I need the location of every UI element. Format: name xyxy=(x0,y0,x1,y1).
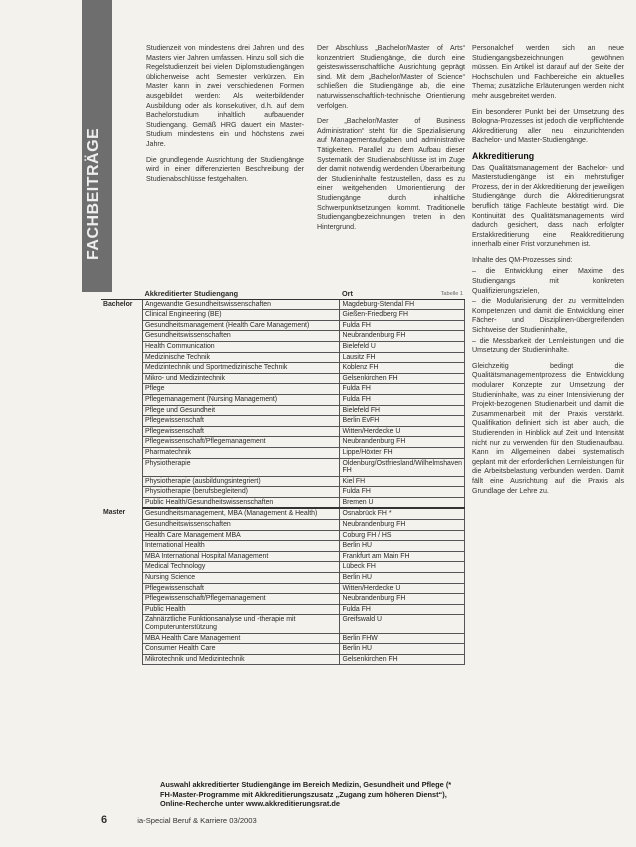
degree-category xyxy=(101,363,142,374)
list-item: – die Messbarkeit der Lernleistungen und die Umsetzung der Studieninhalte. xyxy=(472,336,624,355)
paragraph: Die grundlegende Ausrichtung der Studiengänge wird in einer differenzierten Beschreibung der Studienabschlüsse festgehalten. xyxy=(146,155,304,183)
program-name: Physiotherapie (berufsbegleitend) xyxy=(142,487,340,498)
program-location: Witten/Herdecke U xyxy=(340,583,465,594)
program-location: Fulda FH xyxy=(340,384,465,395)
program-name: Gesundheitsmanagement, MBA (Management & Health) xyxy=(142,508,340,519)
table-row xyxy=(101,352,465,363)
program-name: Zahnärztliche Funktionsanalyse und -therapie mit Computerunterstützung xyxy=(142,615,340,633)
degree-category xyxy=(101,416,142,427)
program-location: Berlin HU xyxy=(340,644,465,655)
degree-category: Master xyxy=(103,509,126,517)
degree-category xyxy=(101,520,142,531)
program-name: Medizintechnik und Sportmedizinische Technik xyxy=(142,363,340,374)
program-location: Neubrandenburg FH xyxy=(340,331,465,342)
degree-category xyxy=(101,373,142,384)
table-tag: Tabelle 1 xyxy=(440,291,463,297)
paragraph: Der „Bachelor/Master of Business Administration“ steht für die Spezialisierung auf Managementaufgaben und administrative Tätigkeiten. Parallel zu dem Aufbau dieser Systematik der Studienabschlüsse ist im Zuge der damit notwendig werdenden Überarbeitung der Studieninhalte festzustellen, dass es zu einer weitgehenden Umorientierung der Studiengänge durch inhaltliche Schwerpunktsetzungen kommt. Traditionelle Studiengangbezeichnungen treten in den Hintergrund. xyxy=(317,117,465,231)
degree-category xyxy=(101,341,142,352)
program-name: Consumer Health Care xyxy=(142,644,340,655)
degree-category xyxy=(101,476,142,487)
paragraph: Gleichzeitig bedingt die Qualitätsmanagementprozess die Entwicklung modularer Konzepte zur Umsetzung der Studieninhalte, was zu einer Intensivierung der Projekt-bezogenen Studienarbeit und damit die Zusammenarbeit mit der Praxis verstärkt. Qualifikation definiert sich ist aber auch, die Studierenden in Hinblick auf Zeit und Intensität nicht nur zu verwenden für den Studienaufbau. Kann im Allgemeinen dabei systematisch geplant mit der erforderlichen Lernleistungen für die Arbeitsbelastung verbunden werden. Damit fällt eine Ausrichtung auf die Praxis als Grundlage der Lehre zu. xyxy=(472,361,624,495)
program-location: Bielefeld FH xyxy=(340,405,465,416)
program-location: Greifswald U xyxy=(340,615,465,633)
paragraph: Personalchef werden sich an neue Studiengangsbezeichnungen gewöhnen müssen. Ein Artikel ist darauf auf der Seite der Hochschulen und Fachbereiche ein aktuelles Thema; zusätzliche Erläuterungen werden nicht mehr ausgebreitet werden. xyxy=(472,44,624,100)
table-row xyxy=(101,594,465,605)
program-name: Pflege xyxy=(142,384,340,395)
table-row xyxy=(101,384,465,395)
paragraph: Das Qualitätsmanagement der Bachelor- und Masterstudiengänge ist ein mehrstufiger Prozess, der in der Akkreditierung der jeweiligen Studiengänge durch die Akkreditierungsrat beruflich tätige Fachleute bestätigt wird. Die Kontinuität des Qualitätsmanagements wird dadurch gesichert, dass nach erfolgter Erstakkreditierung eine Reakkreditierung innerhalb einer Frist vorzunehmen ist. xyxy=(472,163,624,249)
degree-category xyxy=(101,583,142,594)
program-location: Berlin FHW xyxy=(340,633,465,644)
degree-category xyxy=(101,497,142,508)
table-row xyxy=(101,437,465,448)
table-row xyxy=(101,487,465,498)
table-row xyxy=(101,508,465,519)
program-location: Lippe/Höxter FH xyxy=(340,447,465,458)
program-name: Mikrotechnik und Medizintechnik xyxy=(142,654,340,665)
program-name: Gesundheitswissenschaften xyxy=(142,331,340,342)
program-location: Fulda FH xyxy=(340,604,465,615)
program-name: MBA Health Care Management xyxy=(142,633,340,644)
table-row xyxy=(101,520,465,531)
journal-title: ia-Special Beruf & Karriere 03/2003 xyxy=(137,816,257,825)
program-location: Neubrandenburg FH xyxy=(340,520,465,531)
program-name: Physiotherapie xyxy=(142,458,340,476)
table-row xyxy=(101,363,465,374)
degree-category xyxy=(101,654,142,665)
program-location: Fulda FH xyxy=(340,394,465,405)
degree-category xyxy=(101,541,142,552)
program-location: Gelsenkirchen FH xyxy=(340,654,465,665)
table-row xyxy=(101,654,465,665)
program-name: Pflegewissenschaft xyxy=(142,426,340,437)
table-row xyxy=(101,426,465,437)
program-location: Gelsenkirchen FH xyxy=(340,373,465,384)
table-row xyxy=(101,405,465,416)
degree-category xyxy=(101,562,142,573)
page-number: 6 xyxy=(101,814,108,826)
degree-category xyxy=(101,594,142,605)
degree-category xyxy=(101,530,142,541)
degree-category xyxy=(101,405,142,416)
table-row xyxy=(101,320,465,331)
program-name: Gesundheitswissenschaften xyxy=(142,520,340,531)
degree-category xyxy=(101,644,142,655)
program-location: Neubrandenburg FH xyxy=(340,594,465,605)
column-header-location: Ort xyxy=(340,289,465,299)
program-location: Coburg FH / HS xyxy=(340,530,465,541)
program-location: Lübeck FH xyxy=(340,562,465,573)
list-item: – die Entwicklung einer Maxime des Studiengangs mit konkreten Qualifizierungszielen, xyxy=(472,267,624,295)
program-name: Pflegewissenschaft xyxy=(142,416,340,427)
degree-category xyxy=(101,310,142,321)
program-location: Bielefeld U xyxy=(340,341,465,352)
degree-category xyxy=(101,447,142,458)
program-location: Oldenburg/Ostfriesland/Wilhelmshaven FH xyxy=(340,458,465,476)
text-column-1 xyxy=(146,44,304,190)
program-name: Pharmatechnik xyxy=(142,447,340,458)
table-row xyxy=(101,583,465,594)
table-row xyxy=(101,458,465,476)
program-name: Health Communication xyxy=(142,341,340,352)
program-name: Gesundheitsmanagement (Health Care Management) xyxy=(142,320,340,331)
list-item: – die Modularisierung der zu vermittelnden Kompetenzen und damit die Entwicklung einer Fächer- und Disziplinen-übergreifenden Sichtweise der Studieninhalte, xyxy=(472,297,624,335)
program-name: Health Care Management MBA xyxy=(142,530,340,541)
table-row xyxy=(101,541,465,552)
section-label: FACHBEITRÄGE xyxy=(85,127,102,260)
table-row xyxy=(101,299,465,310)
degree-category xyxy=(101,604,142,615)
program-name: Pflege und Gesundheit xyxy=(142,405,340,416)
degree-category xyxy=(101,426,142,437)
program-location: Neubrandenburg FH xyxy=(340,437,465,448)
program-name: Clinical Engineering (BE) xyxy=(142,310,340,321)
table-row xyxy=(101,562,465,573)
table-row xyxy=(101,416,465,427)
program-location: Gießen-Friedberg FH xyxy=(340,310,465,321)
table-row xyxy=(101,476,465,487)
program-location: Berlin HU xyxy=(340,573,465,584)
program-location: Fulda FH xyxy=(340,320,465,331)
degree-category xyxy=(101,331,142,342)
program-name: International Health xyxy=(142,541,340,552)
program-name: MBA International Hospital Management xyxy=(142,551,340,562)
table-row xyxy=(101,447,465,458)
degree-category xyxy=(101,458,142,476)
paragraph: Ein besonderer Punkt bei der Umsetzung des Bologna-Prozesses ist jedoch die verpflichtende Akkreditierung aller neu einzurichtenden Bachelor- und Master-Studiengänge. xyxy=(472,107,624,145)
table-row xyxy=(101,310,465,321)
program-location: Lausitz FH xyxy=(340,352,465,363)
table-row xyxy=(101,394,465,405)
table-row xyxy=(101,530,465,541)
section-heading: Akkreditierung xyxy=(472,150,535,161)
degree-category xyxy=(101,394,142,405)
programs-table xyxy=(101,289,465,665)
degree-category: Bachelor xyxy=(103,300,133,308)
program-name: Angewandte Gesundheitswissenschaften xyxy=(142,299,340,310)
table-row xyxy=(101,373,465,384)
degree-category xyxy=(101,551,142,562)
degree-category xyxy=(101,320,142,331)
program-location: Frankfurt am Main FH xyxy=(340,551,465,562)
program-name: Medizinische Technik xyxy=(142,352,340,363)
text-column-2 xyxy=(317,44,465,238)
program-location: Magdeburg-Stendal FH xyxy=(340,299,465,310)
program-location: Witten/Herdecke U xyxy=(340,426,465,437)
table-row xyxy=(101,497,465,508)
degree-category xyxy=(101,437,142,448)
paragraph: Der Abschluss „Bachelor/Master of Arts“ konzentriert Studiengänge, die durch eine geisteswissenschaftliche Ausrichtung geprägt sind. Mit dem „Bachelor/Master of Science“ schließen die Studiengänge ab, die eine naturwissenschaftlich-technische Orientierung verfolgen. xyxy=(317,44,465,110)
degree-category xyxy=(101,352,142,363)
programs-table-box xyxy=(101,289,465,831)
program-name: Physiotherapie (ausbildungsintegriert) xyxy=(142,476,340,487)
program-name: Pflegemanagement (Nursing Management) xyxy=(142,394,340,405)
table-caption: Auswahl akkreditierter Studiengänge im Bereich Medizin, Gesundheit und Pflege (* FH-Master-Programme mit Akkreditierungszusatz „Zugang zum höheren Dienst“), Online-Recherche unter www.akkreditierungsrat.de xyxy=(160,780,452,809)
program-name: Mikro- und Medizintechnik xyxy=(142,373,340,384)
table-row xyxy=(101,644,465,655)
program-name: Pflegewissenschaft/Pflegemanagement xyxy=(142,437,340,448)
table-row xyxy=(101,341,465,352)
column-header-program: Akkreditierter Studiengang xyxy=(142,289,340,299)
degree-category xyxy=(101,633,142,644)
table-row xyxy=(101,604,465,615)
program-name: Public Health xyxy=(142,604,340,615)
program-location: Kiel FH xyxy=(340,476,465,487)
program-location: Bremen U xyxy=(340,497,465,508)
table-row xyxy=(101,615,465,633)
program-name: Medical Technology xyxy=(142,562,340,573)
program-location: Koblenz FH xyxy=(340,363,465,374)
program-name: Public Health/Gesundheitswissenschaften xyxy=(142,497,340,508)
page-footer xyxy=(101,814,257,826)
program-name: Pflegewissenschaft/Pflegemanagement xyxy=(142,594,340,605)
program-location: Berlin EvFH xyxy=(340,416,465,427)
table-row xyxy=(101,633,465,644)
program-location: Fulda FH xyxy=(340,487,465,498)
table-row xyxy=(101,573,465,584)
text-column-3 xyxy=(472,44,624,502)
program-name: Nursing Science xyxy=(142,573,340,584)
table-row xyxy=(101,551,465,562)
degree-category xyxy=(101,384,142,395)
program-name: Pflegewissenschaft xyxy=(142,583,340,594)
program-location: Osnabrück FH * xyxy=(340,508,465,519)
program-location: Berlin HU xyxy=(340,541,465,552)
table-row xyxy=(101,331,465,342)
paragraph: Studienzeit von mindestens drei Jahren und des Masters vier Jahren umfassen. Hinzu soll sich die Regelstudienzeit bei vielen Diplomstudiengängen üblicherweise acht Semester verkürzen. Ein Master kann in zwei verschiedenen Formen ausgebildet werden: Als weiterbildender Ausbildung oder als konsekutiver, d.h. auf dem Bachelorstudium inhaltlich aufbauender Studiengang. Gemäß HRG dauert ein Master-Studium mindestens ein und höchstens zwei Jahre. xyxy=(146,44,304,148)
degree-category xyxy=(101,487,142,498)
paragraph: Inhalte des QM-Prozesses sind: xyxy=(472,255,573,264)
degree-category xyxy=(101,615,142,633)
degree-category xyxy=(101,573,142,584)
